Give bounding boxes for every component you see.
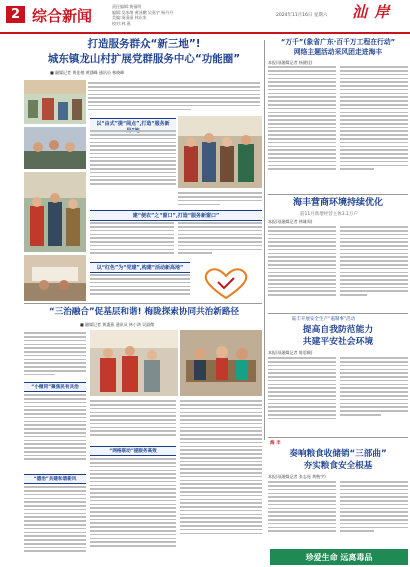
article-body	[24, 484, 86, 564]
article-subtitle: 前11月新增经营主体3.1万户	[300, 212, 358, 217]
news-photo	[90, 330, 178, 396]
article-body	[24, 392, 86, 472]
page-number: 2	[6, 6, 25, 23]
article-body	[24, 330, 86, 382]
article-lead	[88, 80, 260, 116]
staff-line: 美编:汤清丽 林东来	[112, 15, 147, 20]
staff-line: 编辑:吴冰绪 黄泽鹏 吴嘉宇 杨丹丹	[112, 9, 174, 15]
news-photo	[180, 330, 262, 396]
article-headline-line2: 城东镇龙山村扩展党群服务中心“功能圈”	[47, 53, 241, 65]
article-headline: 海丰营商环境持续优化	[292, 198, 383, 208]
section-title: 综合新闻	[32, 7, 93, 25]
subsection-heading: 以“由式”提“阅点”,打造“服务新	[90, 118, 176, 136]
article-headline: 提高自我防范能力	[302, 325, 374, 335]
article-divider	[268, 313, 408, 314]
news-photo	[178, 116, 262, 188]
article-kicker: 海 丰	[270, 441, 281, 446]
article-body	[268, 355, 336, 435]
article-body	[90, 398, 176, 444]
article-divider	[268, 194, 408, 195]
article-body	[180, 398, 262, 564]
article-body	[340, 224, 408, 312]
article-headline-line2: 共建平安社会环境	[302, 337, 374, 347]
article-body	[268, 64, 336, 192]
article-body	[90, 272, 190, 302]
news-photo	[24, 172, 86, 252]
footer-banner: 珍爱生命 远离毒品	[270, 549, 408, 565]
article-body	[90, 220, 174, 262]
article-headline-line2: 网络主题活动采风团走进海丰	[293, 48, 383, 56]
masthead	[0, 0, 410, 34]
article-byline: 本报讯(融媒记者 陈思颖)	[268, 350, 313, 355]
article-byline: 本报讯(融媒记者 杨健佳)	[268, 60, 313, 65]
subsection-heading: “德治”共建和谐新风	[24, 474, 86, 484]
subsection-heading: “网格联动”提服务高效	[90, 446, 176, 456]
article-body	[268, 479, 336, 547]
article-headline: 打造服务群众“新三地”!	[87, 38, 201, 50]
staff-line: 校对:林 燕	[112, 20, 131, 26]
article-divider	[268, 437, 408, 438]
article-body	[178, 190, 262, 210]
article-headline: “万千”(象省广东·百千万工程在行动”	[280, 38, 396, 46]
article-headline-line2: 夯实粮食安全根基	[303, 461, 373, 471]
issue-date: 2024年11月16日 星期六	[276, 13, 328, 18]
subsection-heading: 以“红色”为“党建”,构建“活动新高地”	[90, 262, 190, 273]
article-body	[178, 220, 262, 262]
article-body	[340, 355, 408, 435]
heart-logo-icon	[198, 266, 254, 300]
article-byline: 本报讯(融媒记者 张志遥 黄楷宇)	[268, 474, 326, 479]
article-body	[268, 224, 336, 312]
article-body	[90, 128, 176, 192]
article-byline: ■ 融媒记者 黄惠燕 通讯员 林小鸿 吴淑微	[80, 322, 155, 327]
article-body	[90, 456, 176, 564]
subsection-heading: 建“便农”之“窗口”,打造“服务新窗口”	[90, 210, 262, 221]
news-photo	[24, 80, 86, 124]
article-byline: ■ 融媒记者 黄佳榕 黄涵峰 通讯员 林晓峰	[50, 70, 125, 75]
staff-list	[112, 4, 202, 26]
article-body	[340, 479, 408, 547]
news-photo	[24, 255, 86, 301]
newspaper-logo: 汕 岸	[352, 3, 391, 21]
article-body	[340, 64, 408, 192]
news-photo	[24, 127, 86, 169]
column-divider	[264, 40, 265, 440]
subsection-heading: “小微同”聚焦民有共治	[24, 382, 86, 392]
article-headline: “三治融合”促基层和谐! 梅陇探索协同共治新路径	[48, 307, 240, 317]
article-kicker: 陆丰开展安全生产“遏制事”活动	[292, 317, 356, 322]
article-headline: 奏响粮食收储销“三部曲”	[289, 449, 387, 459]
article-byline: 本报讯(融媒记者 林雄周)	[268, 219, 313, 224]
article-divider	[24, 303, 262, 304]
staff-line: 责任编辑:黄福明	[112, 4, 142, 9]
